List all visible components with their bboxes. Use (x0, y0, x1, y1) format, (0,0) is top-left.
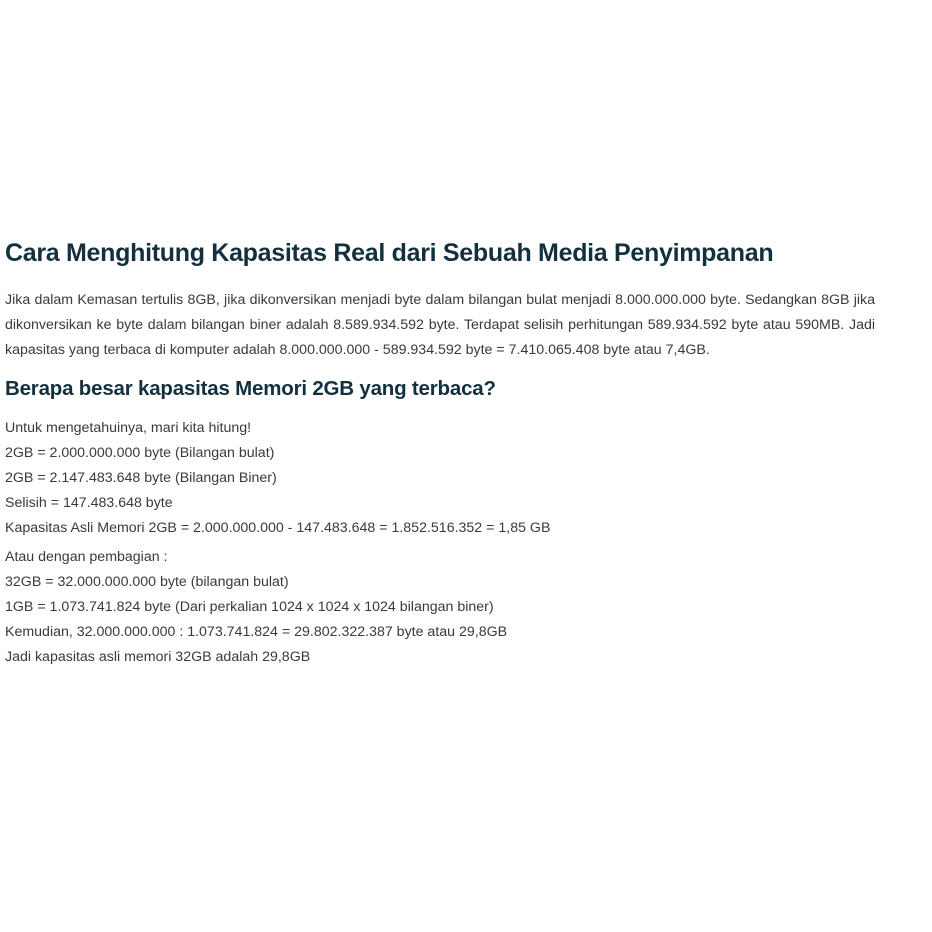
calculation-block (5, 416, 875, 541)
calc-line: Untuk mengetahuinya, mari kita hitung! (5, 420, 252, 436)
calc-line: Selisih = 147.483.648 byte (5, 495, 173, 511)
article-title: Cara Menghitung Kapasitas Real dari Sebuah Media Penyimpanan (5, 239, 774, 267)
division-line: Jadi kapasitas asli memori 32GB adalah 29,8GB (5, 649, 311, 665)
division-block (5, 545, 875, 670)
calc-line: 2GB = 2.147.483.648 byte (Bilangan Biner) (5, 470, 277, 486)
section-subtitle: Berapa besar kapasitas Memori 2GB yang terbaca? (5, 377, 496, 400)
division-line: 1GB = 1.073.741.824 byte (Dari perkalian 1024 x 1024 x 1024 bilangan biner) (5, 599, 494, 615)
calc-line: Kapasitas Asli Memori 2GB = 2.000.000.000 - 147.483.648 = 1.852.516.352 = 1,85 GB (5, 520, 551, 536)
article (5, 236, 875, 670)
intro-paragraph: Jika dalam Kemasan tertulis 8GB, jika dikonversikan menjadi byte dalam bilangan bulat menjadi 8.000.000.000 byte. Sedangkan 8GB jika dikonversikan ke byte dalam bilangan biner adalah 8.589.934.592 byte. Terdapat selisih perhitungan 589.934.592 byte atau 590MB. Jadi kapasitas yang terbaca di komputer adalah 8.000.000.000 - 589.934.592 byte = 7.410.065.408 byte atau 7,4GB. (5, 292, 875, 358)
division-line: Atau dengan pembagian : (5, 549, 168, 565)
division-line: Kemudian, 32.000.000.000 : 1.073.741.824 = 29.802.322.387 byte atau 29,8GB (5, 624, 508, 640)
calc-line: 2GB = 2.000.000.000 byte (Bilangan bulat) (5, 445, 275, 461)
division-line: 32GB = 32.000.000.000 byte (bilangan bulat) (5, 574, 289, 590)
